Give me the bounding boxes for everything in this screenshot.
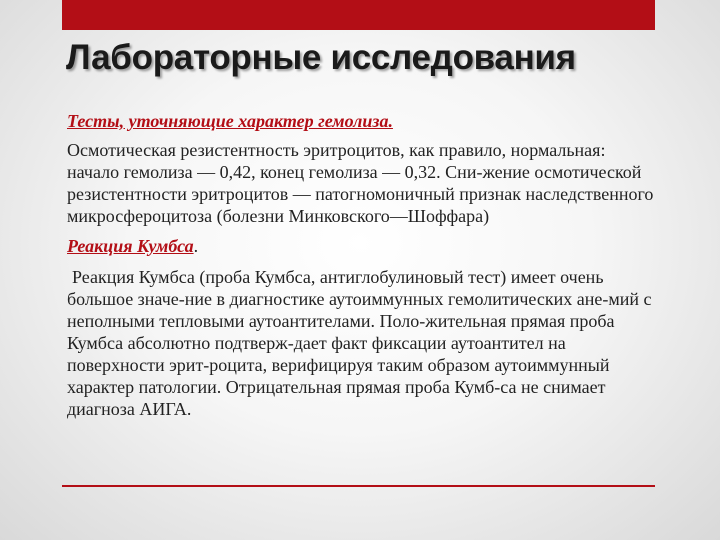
osmotic-resistance-paragraph: Осмотическая резистентность эритроцитов, как правило, нормальная: начало гемолиза — 0,42, конец гемолиза — 0,32. Сни-жение осмотической резистентности эритроцитов — патогномоничный признак наследственного микросфероцитоза (болезни Минковского—Шоффара) <box>67 140 654 226</box>
bottom-divider-line <box>62 485 655 487</box>
top-accent-bar <box>62 0 655 30</box>
coombs-test-paragraph: Реакция Кумбса (проба Кумбса, антиглобулиновый тест) имеет очень большое значе-ние в диагностике аутоиммунных гемолитических ане-мий с неполными тепловыми аутоантителами. Поло-жительная прямая проба Кумбса абсолютно подтверж-дает факт фиксации аутоантител на поверхности эрит-роцита, верифицируя таким образом аутоиммунный характер патологии. Отрицательная прямая проба Кумб-са не снимает диагноза АИГА. <box>67 267 652 419</box>
heading-period: . <box>193 236 199 256</box>
coombs-test-heading: Реакция Кумбса <box>67 236 194 256</box>
section-heading-row <box>67 108 659 135</box>
section-heading-row <box>67 233 659 260</box>
slide-content <box>67 108 659 420</box>
slide-title: Лабораторные исследования <box>66 38 576 77</box>
hemolysis-tests-heading: Тесты, уточняющие характер гемолиза. <box>67 111 393 131</box>
